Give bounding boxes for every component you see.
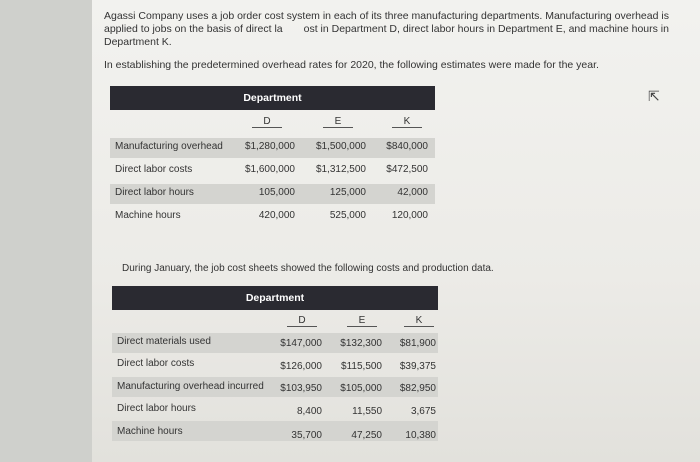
table2-row-label: Direct labor hours — [117, 403, 196, 414]
table2-row-label: Machine hours — [117, 426, 183, 437]
table2-cell: 35,700 — [291, 430, 322, 441]
table1-cell: 525,000 — [329, 210, 366, 221]
table1-col-d: D — [252, 116, 282, 128]
table2-cell: 11,550 — [352, 406, 382, 417]
table2-row-label: Manufacturing overhead incurred — [117, 381, 264, 392]
table2-cell: $103,950 — [280, 383, 322, 394]
table2-cell: 3,675 — [410, 406, 436, 417]
table1-row-label: Manufacturing overhead — [115, 141, 223, 152]
table2-col-e: E — [347, 315, 377, 327]
table1-cell: 105,000 — [258, 187, 295, 198]
table1-cell: 42,000 — [397, 187, 428, 198]
table2-cell: $115,500 — [341, 361, 382, 372]
table2-cell: $105,000 — [340, 383, 382, 394]
table1-col-e: E — [323, 116, 353, 128]
table2-cell: $82,950 — [399, 383, 436, 394]
table1-row-label: Direct labor hours — [115, 187, 194, 198]
table1-cell: $1,312,500 — [315, 164, 366, 175]
table1-cell: 420,000 — [258, 210, 295, 221]
table1-cell: 120,000 — [391, 210, 428, 221]
table1-col-k: K — [392, 116, 422, 128]
january-sentence: During January, the job cost sheets showed the following costs and production data. — [122, 263, 494, 274]
table2-cell: $81,900 — [399, 338, 436, 349]
table2-cell: 8,400 — [296, 406, 322, 417]
intro-paragraph: Agassi Company uses a job order cost system in each of its three manufacturing departments. Manufacturing overhead is applied to jobs on the basis of direct la ost in Department D, direct labor hours in Department E, and machine hours in Department K. — [104, 10, 669, 48]
table1-cell: $840,000 — [386, 141, 428, 152]
table1-cell: $1,280,000 — [244, 141, 295, 152]
table2-row-label: Direct materials used — [117, 336, 211, 347]
estimates-sentence: In establishing the predetermined overhead rates for 2020, the following estimates were made for the year. — [104, 59, 599, 71]
table1-department-header: Department — [110, 86, 435, 110]
table2-col-d: D — [287, 315, 317, 327]
table2-cell: $126,000 — [280, 361, 322, 372]
table1-row-label: Machine hours — [115, 210, 181, 221]
table1-cell: $1,500,000 — [315, 141, 366, 152]
table2-cell: 10,380 — [405, 430, 436, 441]
table2-row-label: Direct labor costs — [117, 358, 195, 369]
table2-cell: $39,375 — [399, 361, 436, 372]
table2-cell: 47,250 — [351, 430, 382, 441]
table1-cell: $472,500 — [386, 164, 428, 175]
table2-col-k: K — [404, 315, 434, 327]
table1-cell: 125,000 — [329, 187, 366, 198]
table2-cell: $132,300 — [340, 338, 382, 349]
mouse-cursor-icon: ⇱ — [648, 88, 660, 104]
table1-row-label: Direct labor costs — [115, 164, 193, 175]
table2-cell: $147,000 — [280, 338, 322, 349]
table1-cell: $1,600,000 — [244, 164, 295, 175]
table2-department-header: Department — [112, 286, 438, 310]
